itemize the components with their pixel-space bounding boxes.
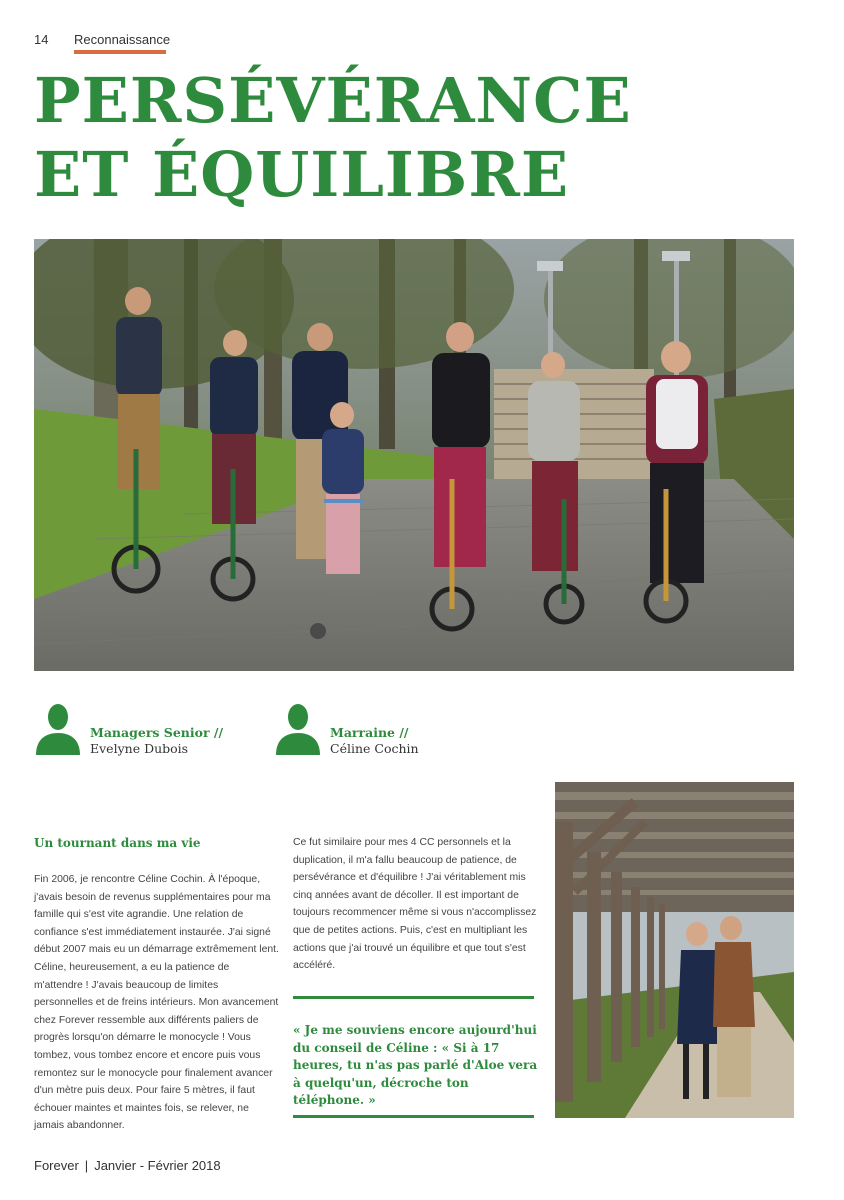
title-line-1: PERSÉVÉRANCE (34, 64, 632, 137)
page-number: 14 (34, 32, 49, 47)
footer-brand: Forever (34, 1158, 79, 1173)
section-label: Reconnaissance (74, 32, 171, 47)
page-title (34, 64, 632, 212)
article-paragraph: Ce fut similaire pour mes 4 CC personnels et la duplication, il m'a fallu beaucoup de patience, de persévérance et d'équilibre ! J'ai véritablement mis cinq années avant de décoller. Il est important de toujours recommencer même si vous n'accomplissez que de petites actions. Puis, c'est en multipliant les actions que j'ai trouvé un équilibre et que tout s'est accéléré. (293, 837, 537, 972)
footer (34, 1158, 221, 1173)
article-heading: Un tournant dans ma vie (34, 836, 201, 850)
article-column-2 (293, 834, 538, 975)
article-column-1 (34, 834, 279, 1135)
article-paragraph: Fin 2006, je rencontre Céline Cochin. À l'époque, j'avais besoin de revenus supplémentaires pour ma famille qui s'est vite agrandie. Une relation de confiance s'est immédiatement instaurée. J'ai signé début 2007 mais eu un démarrage extrêmement lent. Céline, heureusement, a eu la patience de m'attendre ! J'avais beaucoup de limites personnelles et de freins intérieurs. Mon avancement chez Forever ressemble aux différents paliers de progrès lorsqu'on démarre le monocycle ! Vous tombez, vous tombez encore et encore puis vous remontez sur le monocycle pour finalement avancer d'un mètre puis deux. Pour faire 5 mètres, il faut échouer maintes et maintes fois, se relever, ne jamais abandonner. (34, 874, 279, 1132)
person-name: Evelyne Dubois (90, 741, 189, 756)
section-underline (74, 50, 166, 54)
footer-separator: | (84, 1158, 89, 1173)
person-role: Marraine // (330, 725, 409, 740)
couple-pergola-photo (555, 782, 794, 1118)
person-icon (274, 703, 322, 755)
pull-quote: « Je me souviens encore aujourd'hui du conseil de Céline : « Si à 17 heures, tu n'as pas parlé d'Aloe vera à quelqu'un, décroche ton téléphone. » (293, 1023, 538, 1108)
footer-issue: Janvier - Février 2018 (94, 1158, 221, 1173)
person-icon (34, 703, 82, 755)
person-role: Managers Senior // (90, 725, 224, 740)
title-line-2: ET ÉQUILIBRE (34, 138, 570, 211)
family-unicycle-photo (34, 239, 794, 671)
quote-rule-top (293, 996, 534, 999)
quote-rule-bottom (293, 1115, 534, 1118)
person-name: Céline Cochin (330, 741, 419, 756)
